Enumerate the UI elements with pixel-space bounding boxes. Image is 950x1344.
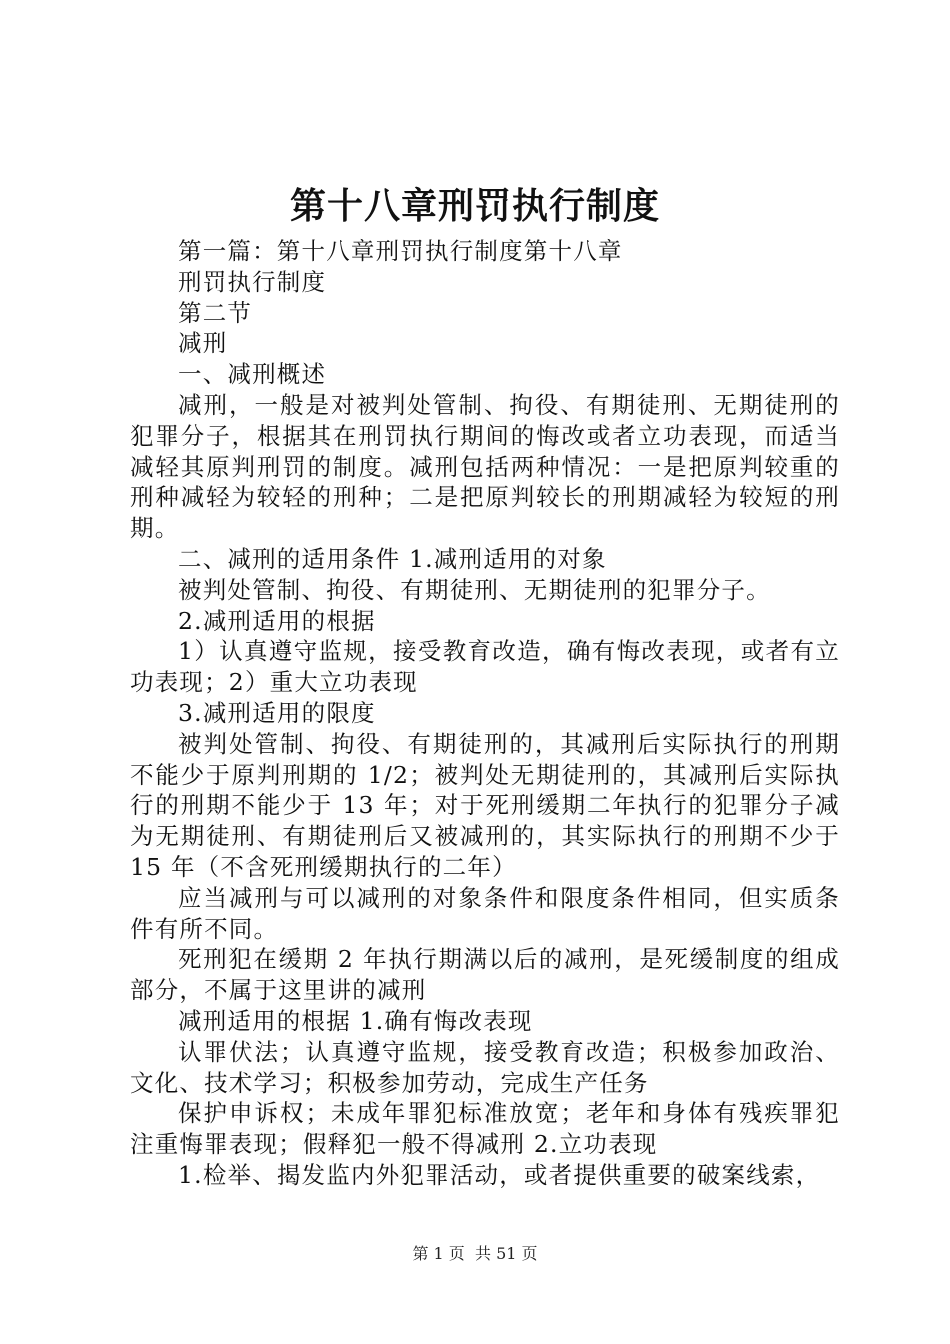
paragraph: 1）认真遵守监规，接受教育改造，确有悔改表现，或者有立功表现；2）重大立功表现 bbox=[130, 637, 840, 697]
paragraph: 二、减刑的适用条件 1.减刑适用的对象 bbox=[178, 544, 607, 573]
paragraph: 保护申诉权；未成年罪犯标准放宽；老年和身体有残疾罪犯注重悔罪表现；假释犯一般不得减刑 2.立功表现 bbox=[130, 1099, 840, 1159]
footer-spacer bbox=[465, 1244, 475, 1263]
paragraph: 2.减刑适用的根据 bbox=[178, 606, 376, 635]
paragraph: 被判处管制、拘役、有期徒刑、无期徒刑的犯罪分子。 bbox=[178, 575, 771, 604]
paragraph: 减刑，一般是对被判处管制、拘役、有期徒刑、无期徒刑的犯罪分子，根据其在刑罚执行期间的悔改或者立功表现，而适当减轻其原判刑罚的制度。减刑包括两种情况：一是把原判较重的刑种减轻为较轻的刑种；二是把原判较长的刑期减轻为较短的刑期。 bbox=[130, 390, 840, 543]
document-title: 第十八章刑罚执行制度 bbox=[289, 186, 660, 227]
paragraph: 减刑适用的根据 1.确有悔改表现 bbox=[178, 1006, 533, 1035]
paragraph: 1.检举、揭发监内外犯罪活动，或者提供重要的破案线索， bbox=[178, 1160, 821, 1189]
paragraph: 刑罚执行制度 bbox=[178, 267, 327, 296]
paragraph: 第一篇：第十八章刑罚执行制度第十八章 bbox=[178, 237, 623, 265]
paragraph: 被判处管制、拘役、有期徒刑的，其减刑后实际执行的刑期不能少于原判刑期的 1/2；被判处无期徒刑的，其减刑后实际执行的刑期不能少于 13 年；对于死刑缓期二年执行的犯罪分子减为无期徒刑、有期徒刑后又被减刑的，其实际执行的刑期不少于 15 年（不含死刑缓期执行的二年） bbox=[130, 729, 840, 881]
paragraph: 一、减刑概述 bbox=[178, 360, 327, 389]
paragraph: 减刑 bbox=[178, 329, 228, 358]
page-number: 第 1 页 bbox=[412, 1244, 465, 1263]
paragraph: 第二节 bbox=[178, 298, 253, 327]
document-body bbox=[130, 236, 840, 1191]
paragraph: 3.减刑适用的限度 bbox=[178, 698, 376, 727]
paragraph: 死刑犯在缓期 2 年执行期满以后的减刑，是死缓制度的组成部分，不属于这里讲的减刑 bbox=[130, 945, 840, 1005]
page-footer bbox=[0, 1244, 950, 1264]
paragraph: 认罪伏法；认真遵守监规，接受教育改造；积极参加政治、文化、技术学习；积极参加劳动，完成生产任务 bbox=[130, 1037, 840, 1097]
paragraph: 应当减刑与可以减刑的对象条件和限度条件相同，但实质条件有所不同。 bbox=[130, 883, 840, 943]
page-total: 共 51 页 bbox=[474, 1244, 538, 1263]
